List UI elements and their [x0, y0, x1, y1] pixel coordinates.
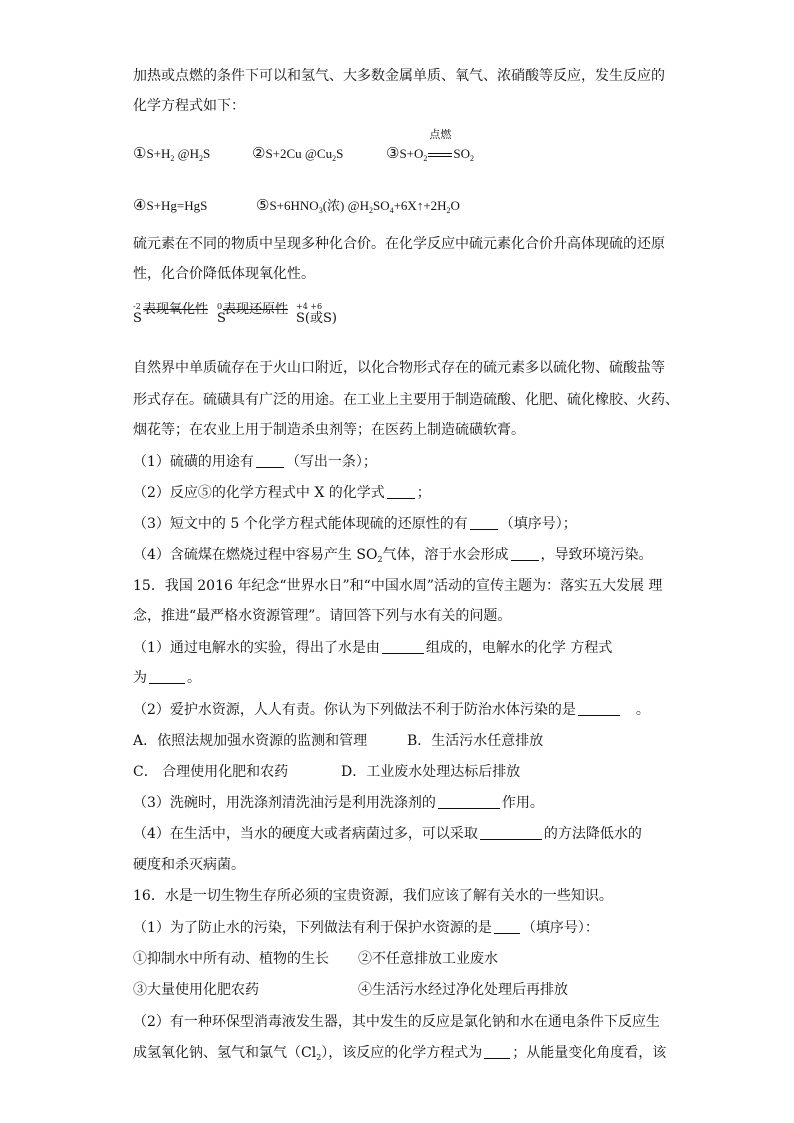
q14-sub-3: （3）短文中的 5 个化学方程式能体现硫的还原性的有 （填序号）；: [133, 516, 577, 532]
valence-line-1: 硫元素在不同的物质中呈现多种化合价。在化学反应中硫元素化合价升高体现硫的还原: [133, 236, 665, 252]
q14-sub-1: （1）硫磺的用途有 （写出一条）；: [133, 454, 377, 470]
q14-sub-2: （2）反应⑤的化学方程式中 X 的化学式 ；: [133, 485, 431, 501]
q15-sub-2: （2）爱护水资源，人人有责。你认为下列做法不利于防治水体污染的是 。: [133, 702, 650, 718]
answer-blank[interactable]: [438, 794, 500, 809]
q16-stem: 16．水是一切生物生存所必须的宝贵资源，我们应该了解有关水的一些知识。: [133, 888, 613, 904]
s2-symbol: S: [217, 311, 226, 326]
intro-line-2: 化学方程式如下：: [133, 98, 245, 114]
q15-option-c: C． 合理使用化肥和农药: [133, 764, 289, 780]
q15-sub-4-cont: 硬度和杀灭病菌。: [133, 857, 245, 873]
s3-symbol: S(或S): [296, 311, 337, 326]
answer-blank[interactable]: [256, 453, 284, 468]
answer-blank[interactable]: [470, 515, 498, 530]
q16-option-1: ①抑制水中所有动、植物的生长: [133, 951, 329, 967]
equals-bar: [428, 153, 452, 157]
q16-sub-2-line-1: （2）有一种环保型消毒液发生器，其中发生的反应是氯化钠和水在通电条件下反应生: [133, 1014, 660, 1030]
answer-blank[interactable]: [387, 484, 415, 499]
q16-option-3: ③大量使用化肥农药: [133, 982, 259, 998]
answer-blank[interactable]: [578, 701, 620, 716]
q15-sub-3: （3）洗碗时，用洗涤剂清洗油污是利用洗涤剂的 作用。: [133, 795, 544, 811]
q15-sub-1-cont: 为 。: [133, 670, 201, 686]
eq-num: ⑤: [256, 198, 270, 214]
eq-num: ④: [133, 198, 147, 214]
s1-valence: -2: [133, 302, 141, 311]
answer-blank[interactable]: [494, 919, 520, 934]
answer-blank[interactable]: [382, 639, 424, 654]
q16-sub-2-line-2: 成氢氧化钠、氢气和氯气$(Cl_2)$，该反应的化学方程式为 ；从能量变化角度看，该: [133, 1045, 667, 1062]
s1-symbol: S: [133, 311, 142, 326]
answer-blank[interactable]: [149, 669, 185, 684]
equation-3: $③S+O_2$ 点燃 $SO_2$: [386, 129, 475, 163]
valence-diagram: [133, 300, 373, 330]
s2-valence: 0: [217, 302, 223, 311]
nature-line-3: 烟花等；在农业上用于制造杀虫剂等；在医药上制造硫磺软膏。: [133, 422, 525, 438]
equation-4: ④S+Hg=HgS: [133, 198, 208, 214]
q15-sub-1: （1）通过电解水的实验，得出了水是由 组成的，电解水的化学 方程式: [133, 640, 613, 656]
eq-num: ②: [252, 146, 266, 162]
q15-option-a: A．依照法规加强水资源的监测和管理: [133, 733, 368, 749]
q15-sub-4: （4）在生活中，当水的硬度大或者病菌过多，可以采取 的方法降低水的: [133, 826, 642, 842]
reaction-condition: 点燃: [427, 144, 453, 164]
q14-sub-4: （4）含硫煤在燃烧过程中容易产生 $SO_2$气体，溶于水会形成 ，导致环境污染。: [133, 547, 653, 564]
answer-blank[interactable]: [484, 1044, 510, 1059]
q15-option-b: B．生活污水任意排放: [407, 733, 544, 749]
valence-line-2: 性，化合价降低体现氧化性。: [133, 266, 315, 282]
eq-num: ③: [386, 146, 400, 162]
q16-option-4: ④生活污水经过净化处理后再排放: [358, 982, 568, 998]
intro-line-1: 加热或点燃的条件下可以和氢气、大多数金属单质、氧气、浓硝酸等反应，发生反应的: [133, 68, 665, 84]
equation-5: $⑤S+6HNO_3$(浓) $@H_2SO_4+6X↑+2H_2O$: [256, 198, 460, 215]
q16-option-2: ②不任意排放工业废水: [358, 951, 498, 967]
q15-option-d: D．工业废水处理达标后排放: [341, 764, 521, 780]
eq-num: ①: [133, 146, 147, 162]
s3-valence: +4 +6: [296, 302, 323, 311]
equation-1: $①S+H_2$ $@H_2S$: [133, 146, 211, 163]
equation-2: ②S+2Cu $@Cu_2S$: [252, 146, 344, 163]
label-reducing: 表现还原性: [223, 302, 289, 317]
q15-stem-line-1: 15．我国 2016 年纪念“世界水日”和“中国水周”活动的宣传主题为：落实五大发展 理: [133, 578, 663, 594]
q16-sub-1: （1）为了防止水的污染，下列做法有利于保护水资源的是 （填序号）：: [133, 920, 599, 936]
answer-blank[interactable]: [480, 825, 542, 840]
nature-line-2: 形式存在。硫磺具有广泛的用途。在工业上主要用于制造硫酸、化肥、硫化橡胶、火药、: [133, 392, 679, 408]
label-oxidizing: 表现氧化性: [143, 302, 209, 317]
answer-blank[interactable]: [511, 546, 539, 561]
nature-line-1: 自然界中单质硫存在于火山口附近，以化合物形式存在的硫元素多以硫化物、硫酸盐等: [133, 360, 665, 376]
q15-stem-line-2: 念，推进“最严格水资源管理”。请回答下列与水有关的问题。: [133, 608, 512, 624]
